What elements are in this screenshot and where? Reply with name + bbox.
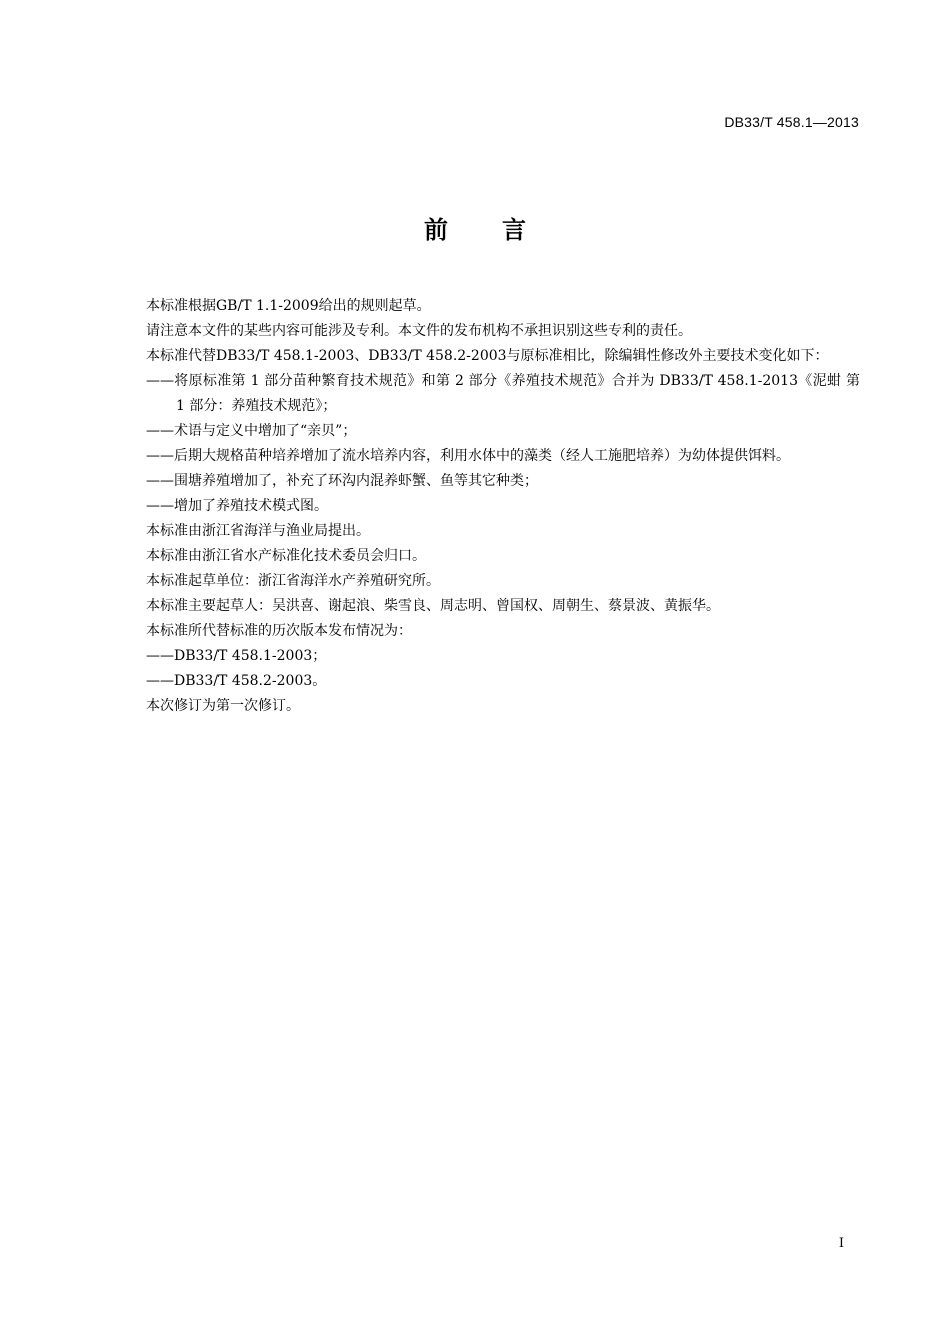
paragraph-drafters: 本标准主要起草人：吴洪喜、谢起浪、柴雪良、周志明、曾国权、周朝生、蔡景波、黄振华。 (146, 598, 720, 614)
change-item-flow-culture: ——后期大规格苗种培养增加了流水培养内容，利用水体中的藻类（经人工施肥培养）为幼体提供饵料。 (146, 448, 790, 464)
paragraph-replacement: 本标准代替DB33/T 458.1-2003、DB33/T 458.2-2003与原标准相比，除编辑性修改外主要技术变化如下： (146, 348, 829, 364)
paragraph-proposer: 本标准由浙江省海洋与渔业局提出。 (146, 523, 370, 539)
history-item-1: ——DB33/T 458.1-2003； (146, 648, 327, 664)
change-item-merge: ——将原标准第 1 部分苗种繁育技术规范》和第 2 部分《养殖技术规范》合并为 DB33/T 458.1-2013《泥蚶 第 1 部分：养殖技术规范》； (146, 373, 860, 414)
paragraph-history-intro: 本标准所代替标准的历次版本发布情况为： (146, 623, 412, 639)
standard-code: DB33/T 458.1—2013 (724, 114, 859, 130)
page-number: I (838, 1236, 844, 1251)
paragraph-drafting-unit: 本标准起草单位：浙江省海洋水产养殖研究所。 (146, 573, 440, 589)
paragraph-patent-notice: 请注意本文件的某些内容可能涉及专利。本文件的发布机构不承担识别这些专利的责任。 (146, 323, 692, 339)
change-item-model-diagram: ——增加了养殖技术模式图。 (146, 498, 328, 514)
paragraph-drafting-rule: 本标准根据GB/T 1.1-2009给出的规则起草。 (146, 298, 431, 314)
change-item-terms: ——术语与定义中增加了“亲贝”； (146, 423, 357, 439)
paragraph-administrator: 本标准由浙江省水产标准化技术委员会归口。 (146, 548, 426, 564)
history-item-2: ——DB33/T 458.2-2003。 (146, 673, 327, 689)
foreword-body (114, 294, 860, 719)
page-title: 前言 (424, 216, 580, 244)
paragraph-revision-note: 本次修订为第一次修订。 (146, 698, 300, 714)
change-item-pond-culture: ——围塘养殖增加了，补充了环沟内混养虾蟹、鱼等其它种类； (146, 473, 538, 489)
